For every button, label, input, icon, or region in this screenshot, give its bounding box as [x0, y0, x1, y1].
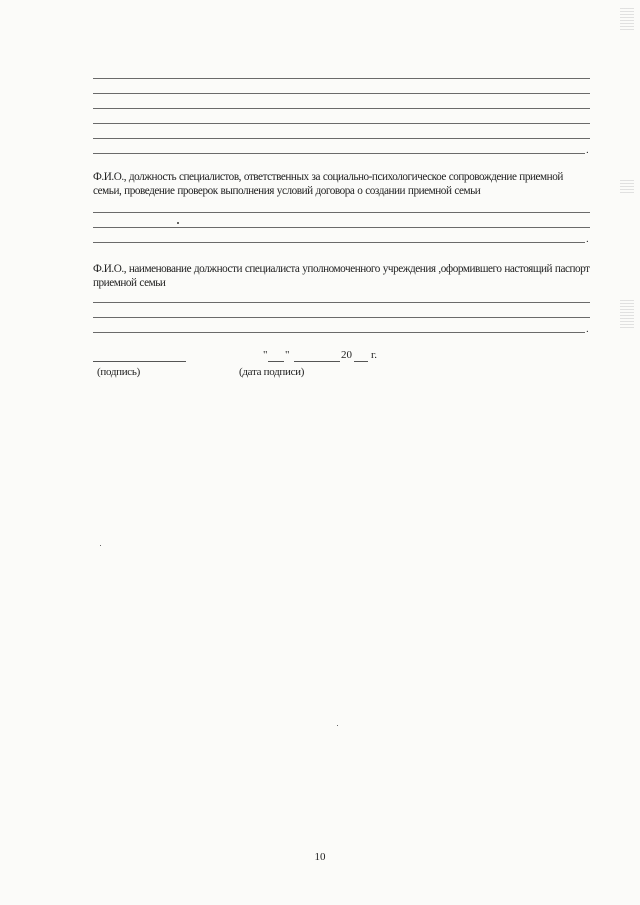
section-authorized-label: Ф.И.О., наименование должности специалиста уполномоченного учреждения ,оформившего настоящий паспорт приемной семьи — [93, 263, 590, 289]
date-caption: (дата подписи) — [239, 366, 305, 378]
scan-speck — [337, 725, 338, 726]
line-end-mark: . — [586, 323, 589, 335]
date-close-quote: " — [285, 349, 290, 361]
page-number: 10 — [314, 851, 326, 863]
section-responsible-label: Ф.И.О., должность специалистов, ответственных за социально-психологическое сопровождение приемной семьи, проведение проверок выполнения условий договора о создании приемной семьи — [93, 171, 563, 197]
scan-edge-mark — [620, 8, 634, 30]
scan-speck — [100, 545, 101, 546]
date-month-line — [294, 361, 340, 362]
blank-line — [93, 78, 590, 79]
date-day-line — [268, 361, 284, 362]
date-year-suffix: г. — [371, 349, 378, 361]
date-year-prefix: 20 — [341, 349, 352, 361]
line-end-mark: . — [586, 233, 589, 245]
signature-caption: (подпись) — [97, 366, 140, 378]
date-year-line — [354, 361, 368, 362]
blank-line — [93, 227, 590, 228]
blank-line — [93, 212, 590, 213]
blank-line — [93, 242, 585, 243]
blank-line — [93, 138, 590, 139]
blank-line — [93, 123, 590, 124]
signature-line — [93, 361, 186, 362]
scan-edge-mark — [620, 300, 634, 330]
date-open-quote: " — [263, 349, 268, 361]
blank-line — [93, 93, 590, 94]
blank-line — [93, 302, 590, 303]
blank-line — [93, 332, 585, 333]
blank-line — [93, 317, 590, 318]
scan-speck — [177, 222, 179, 224]
line-end-mark: . — [586, 144, 589, 156]
blank-line — [93, 108, 590, 109]
scan-edge-mark — [620, 180, 634, 194]
blank-line — [93, 153, 585, 154]
